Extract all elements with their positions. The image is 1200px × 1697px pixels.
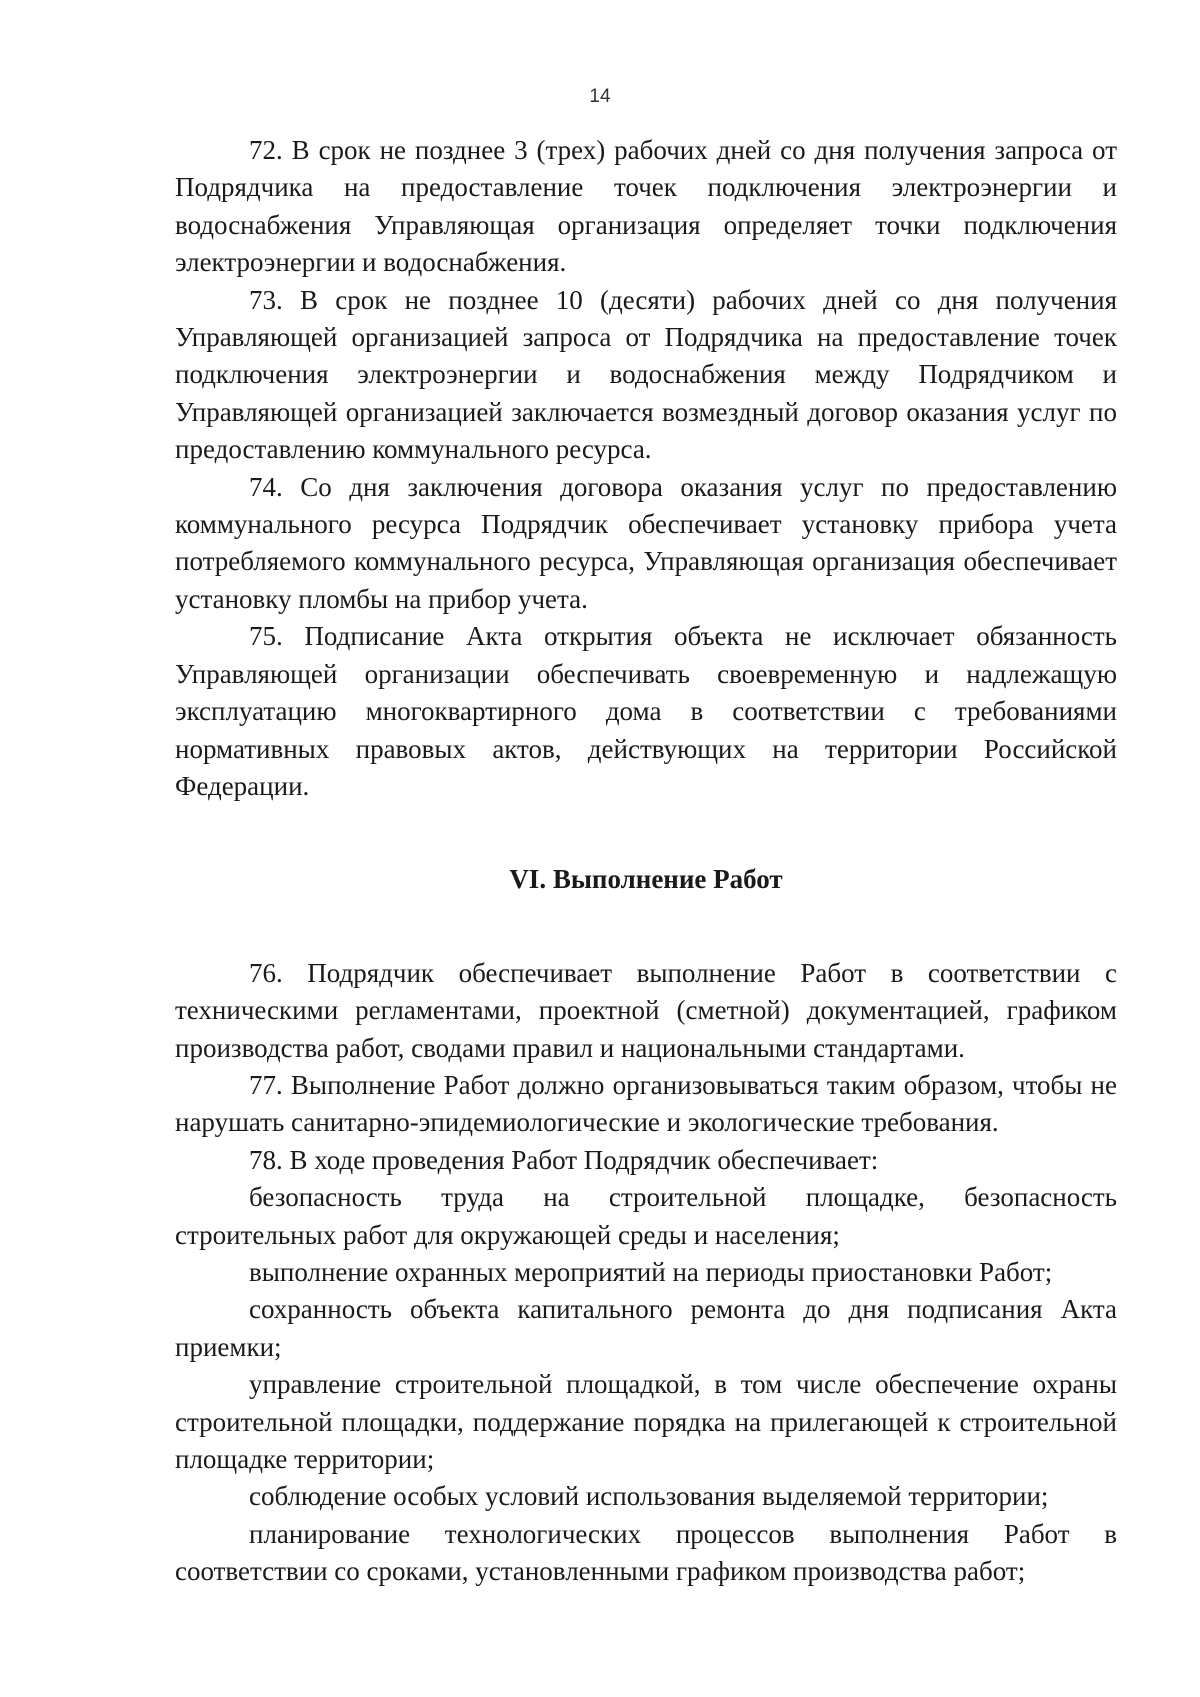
paragraph-76: 76. Подрядчик обеспечивает выполнение Работ в соответствии с техническими регламентами, проектной (сметной) документацией, графиком производства работ, сводами правил и национальными стандартами. [175,957,1117,1063]
list-item-security-measures: выполнение охранных мероприятий на периоды приостановки Работ; [249,1256,1053,1287]
paragraph-77: 77. Выполнение Работ должно организовываться таким образом, чтобы не нарушать санитарно-эпидемиологические и экологические требования. [175,1069,1117,1138]
list-item-process-planning: планирование технологических процессов выполнения Работ в соответствии со сроками, установленными графиком производства работ; [175,1518,1117,1587]
section-heading: VI. Выполнение Работ [509,864,783,895]
list-item-labor-safety: безопасность труда на строительной площадке, безопасность строительных работ для окружающей среды и населения; [175,1182,1117,1250]
paragraph-78: 78. В ходе проведения Работ Подрядчик обеспечивает: [249,1144,879,1175]
paragraph-75: 75. Подписание Акта открытия объекта не исключает обязанность Управляющей организации обеспечивать своевременную и надлежащую эксплуатацию многоквартирного дома в соответствии с требованиями нормативных правовых актов, действующих на территории Российской Федерации. [175,621,1117,801]
paragraph-74: 74. Со дня заключения договора оказания услуг по предоставлению коммунального ресурса Подрядчик обеспечивает установку прибора учета потребляемого коммунального ресурса, Управляющая организация обеспечивает установку пломбы на прибор учета. [175,471,1117,614]
list-item-object-preservation: сохранность объекта капитального ремонта до дня подписания Акта приемки; [175,1294,1117,1362]
paragraph-72: 72. В срок не позднее 3 (трех) рабочих дней со дня получения запроса от Подрядчика на предоставление точек подключения электроэнергии и водоснабжения Управляющая организация определяет точки подключения электроэнергии и водоснабжения. [175,135,1117,278]
paragraph-73: 73. В срок не позднее 10 (десяти) рабочих дней со дня получения Управляющей организацией запроса от Подрядчика на предоставление точек подключения электроэнергии и водоснабжения между Подрядчиком и Управляющей организацией заключается возмездный договор оказания услуг по предоставлению коммунального ресурса. [175,284,1117,465]
list-item-special-conditions: соблюдение особых условий использования выделяемой территории; [249,1481,1049,1512]
document-body [175,132,1117,1591]
list-item-site-management: управление строительной площадкой, в том числе обеспечение охраны строительной площадки, поддержание порядка на прилегающей к строительной площадке территории; [175,1369,1117,1474]
page-number: 14 [589,86,611,107]
